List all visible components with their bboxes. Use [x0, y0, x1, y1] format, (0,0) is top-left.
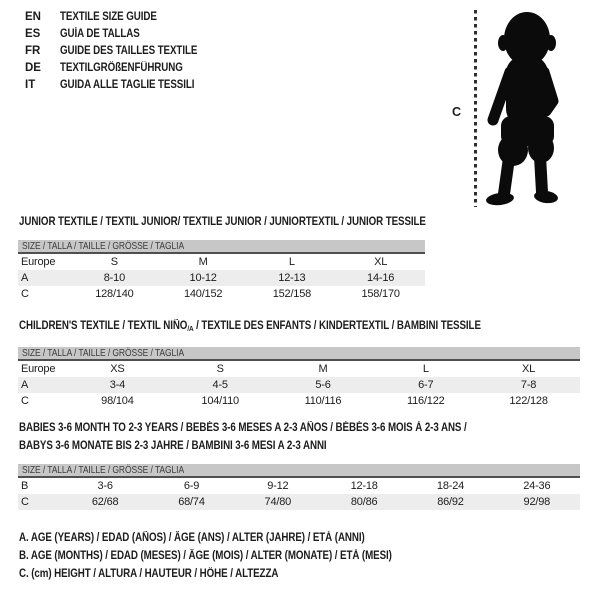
table-row-height — [18, 494, 580, 510]
language-code: FR — [25, 45, 41, 57]
table-cell: 116/122 — [407, 395, 445, 407]
height-dotted-line — [474, 10, 477, 207]
row-label: C — [21, 496, 29, 508]
babies-heading-line1: BABIES 3-6 MONTH TO 2-3 YEARS / BEBÉS 3-6 MESES A 2-3 AÑOS / BÉBÉS 3-6 MOIS À 2-3 ANS / — [19, 422, 467, 434]
table-cell: L — [422, 363, 429, 375]
table-cell: 8-10 — [103, 272, 125, 284]
junior-size-table — [18, 240, 425, 302]
table-row-europe — [18, 254, 425, 270]
table-cell: 98/104 — [101, 395, 134, 407]
language-title: TEXTILE SIZE GUIDE — [60, 11, 157, 23]
language-title: GUIDA ALLE TAGLIE TESSILI — [60, 79, 195, 91]
table-cell: 3-6 — [97, 480, 113, 492]
babies-section-heading — [19, 419, 546, 455]
language-code: ES — [25, 28, 41, 40]
footnote-a: A. AGE (YEARS) / EDAD (AÑOS) / ÂGE (ANS) / ALTER (JAHRE) / ETÀ (ANNI) — [19, 532, 365, 544]
size-band-text: SIZE / TALLA / TAILLE / GRÖSSE / TAGLIA — [22, 241, 185, 252]
babies-heading-line2: BABYS 3-6 MONATE BIS 2-3 JAHRE / BAMBINI 3-6 MESI A 2-3 ANNI — [19, 440, 327, 452]
table-cell: 104/110 — [201, 395, 239, 407]
children-heading-post: / TEXTILE DES ENFANTS / KINDERTEXTIL / BAMBINI TESSILE — [193, 320, 481, 332]
height-measure-label: C — [452, 105, 462, 119]
children-heading-pre: CHILDREN'S TEXTILE / TEXTIL NIÑO — [19, 320, 188, 332]
table-cell: 152/158 — [272, 288, 312, 300]
table-cell: S — [110, 256, 118, 268]
size-band-text: SIZE / TALLA / TAILLE / GRÖSSE / TAGLIA — [22, 348, 185, 359]
junior-section-heading — [19, 213, 498, 231]
table-cell: 80/86 — [350, 496, 378, 508]
language-row-de — [25, 60, 222, 77]
row-label: B — [21, 480, 29, 492]
table-row-age — [18, 377, 580, 393]
table-cell: 86/92 — [437, 496, 464, 508]
table-cell: 18-24 — [436, 480, 465, 492]
table-cell: 5-6 — [315, 379, 331, 391]
table-row-europe — [18, 361, 580, 377]
table-cell: 7-8 — [520, 379, 537, 391]
row-label: A — [21, 272, 29, 284]
language-title: GUIDE DES TAILLES TEXTILE — [60, 45, 198, 57]
size-band-header — [18, 464, 580, 478]
row-label: A — [21, 379, 29, 391]
table-cell: 4-5 — [212, 379, 228, 391]
table-row-age — [18, 270, 425, 286]
table-cell: 12-18 — [350, 480, 378, 492]
table-cell: 14-16 — [367, 272, 395, 284]
row-label: C — [21, 395, 29, 407]
table-cell: M — [198, 256, 208, 268]
footnotes — [19, 529, 458, 583]
row-label: Europe — [21, 256, 56, 268]
row-label: C — [21, 288, 29, 300]
table-cell: 122/128 — [509, 395, 548, 407]
language-list — [25, 9, 222, 94]
language-row-en — [25, 9, 222, 26]
toddler-silhouette-icon — [480, 8, 575, 208]
table-cell: 92/98 — [523, 496, 551, 508]
table-row-age-months — [18, 478, 580, 494]
table-cell: 12-13 — [278, 272, 306, 284]
table-cell: 128/140 — [95, 288, 134, 300]
table-cell: 6-7 — [418, 379, 434, 391]
junior-section-heading-text: JUNIOR TEXTILE / TEXTIL JUNIOR/ TEXTILE JUNIOR / JUNIORTEXTIL / JUNIOR TESSILE — [19, 216, 426, 228]
table-cell: L — [288, 256, 295, 268]
table-cell: 24-36 — [523, 480, 551, 492]
size-band-header — [18, 347, 580, 361]
language-code: DE — [25, 62, 41, 74]
children-section-heading-text — [19, 317, 481, 336]
table-cell: M — [318, 363, 328, 375]
table-cell: 110/116 — [304, 395, 342, 407]
table-cell: 62/68 — [91, 496, 119, 508]
table-cell: XL — [522, 363, 536, 375]
table-cell: 158/170 — [361, 288, 400, 300]
table-row-height — [18, 393, 580, 409]
table-cell: 10-12 — [189, 272, 217, 284]
table-cell: 3-4 — [109, 379, 126, 391]
table-cell: S — [216, 363, 224, 375]
language-title: GUÍA DE TALLAS — [60, 28, 140, 40]
language-row-es — [25, 26, 222, 43]
language-row-fr — [25, 43, 222, 60]
children-heading-sub: /A — [187, 324, 194, 333]
table-cell: 68/74 — [178, 496, 205, 508]
babies-size-table — [18, 464, 580, 510]
table-row-height — [18, 286, 425, 302]
size-band-text: SIZE / TALLA / TAILLE / GRÖSSE / TAGLIA — [22, 465, 185, 476]
footnote-b: B. AGE (MONTHS) / EDAD (MESES) / ÂGE (MOIS) / ALTER (MONATE) / ETÀ (MESI) — [19, 550, 392, 562]
children-section-heading — [19, 317, 562, 336]
table-cell: 6-9 — [183, 480, 200, 492]
table-cell: 140/152 — [183, 288, 223, 300]
language-code: IT — [25, 79, 36, 91]
table-cell: XS — [110, 363, 125, 375]
table-cell: 9-12 — [267, 480, 289, 492]
footnote-c: C. (cm) HEIGHT / ALTURA / HAUTEUR / HÖHE / ALTEZZA — [19, 568, 279, 580]
language-title: TEXTILGRÖßENFÜHRUNG — [60, 62, 183, 74]
children-size-table — [18, 347, 580, 409]
size-band-header — [18, 240, 425, 254]
language-row-it — [25, 77, 222, 94]
language-code: EN — [25, 11, 41, 23]
table-cell: 74/80 — [264, 496, 292, 508]
row-label: Europe — [21, 363, 56, 375]
table-cell: XL — [374, 256, 388, 268]
